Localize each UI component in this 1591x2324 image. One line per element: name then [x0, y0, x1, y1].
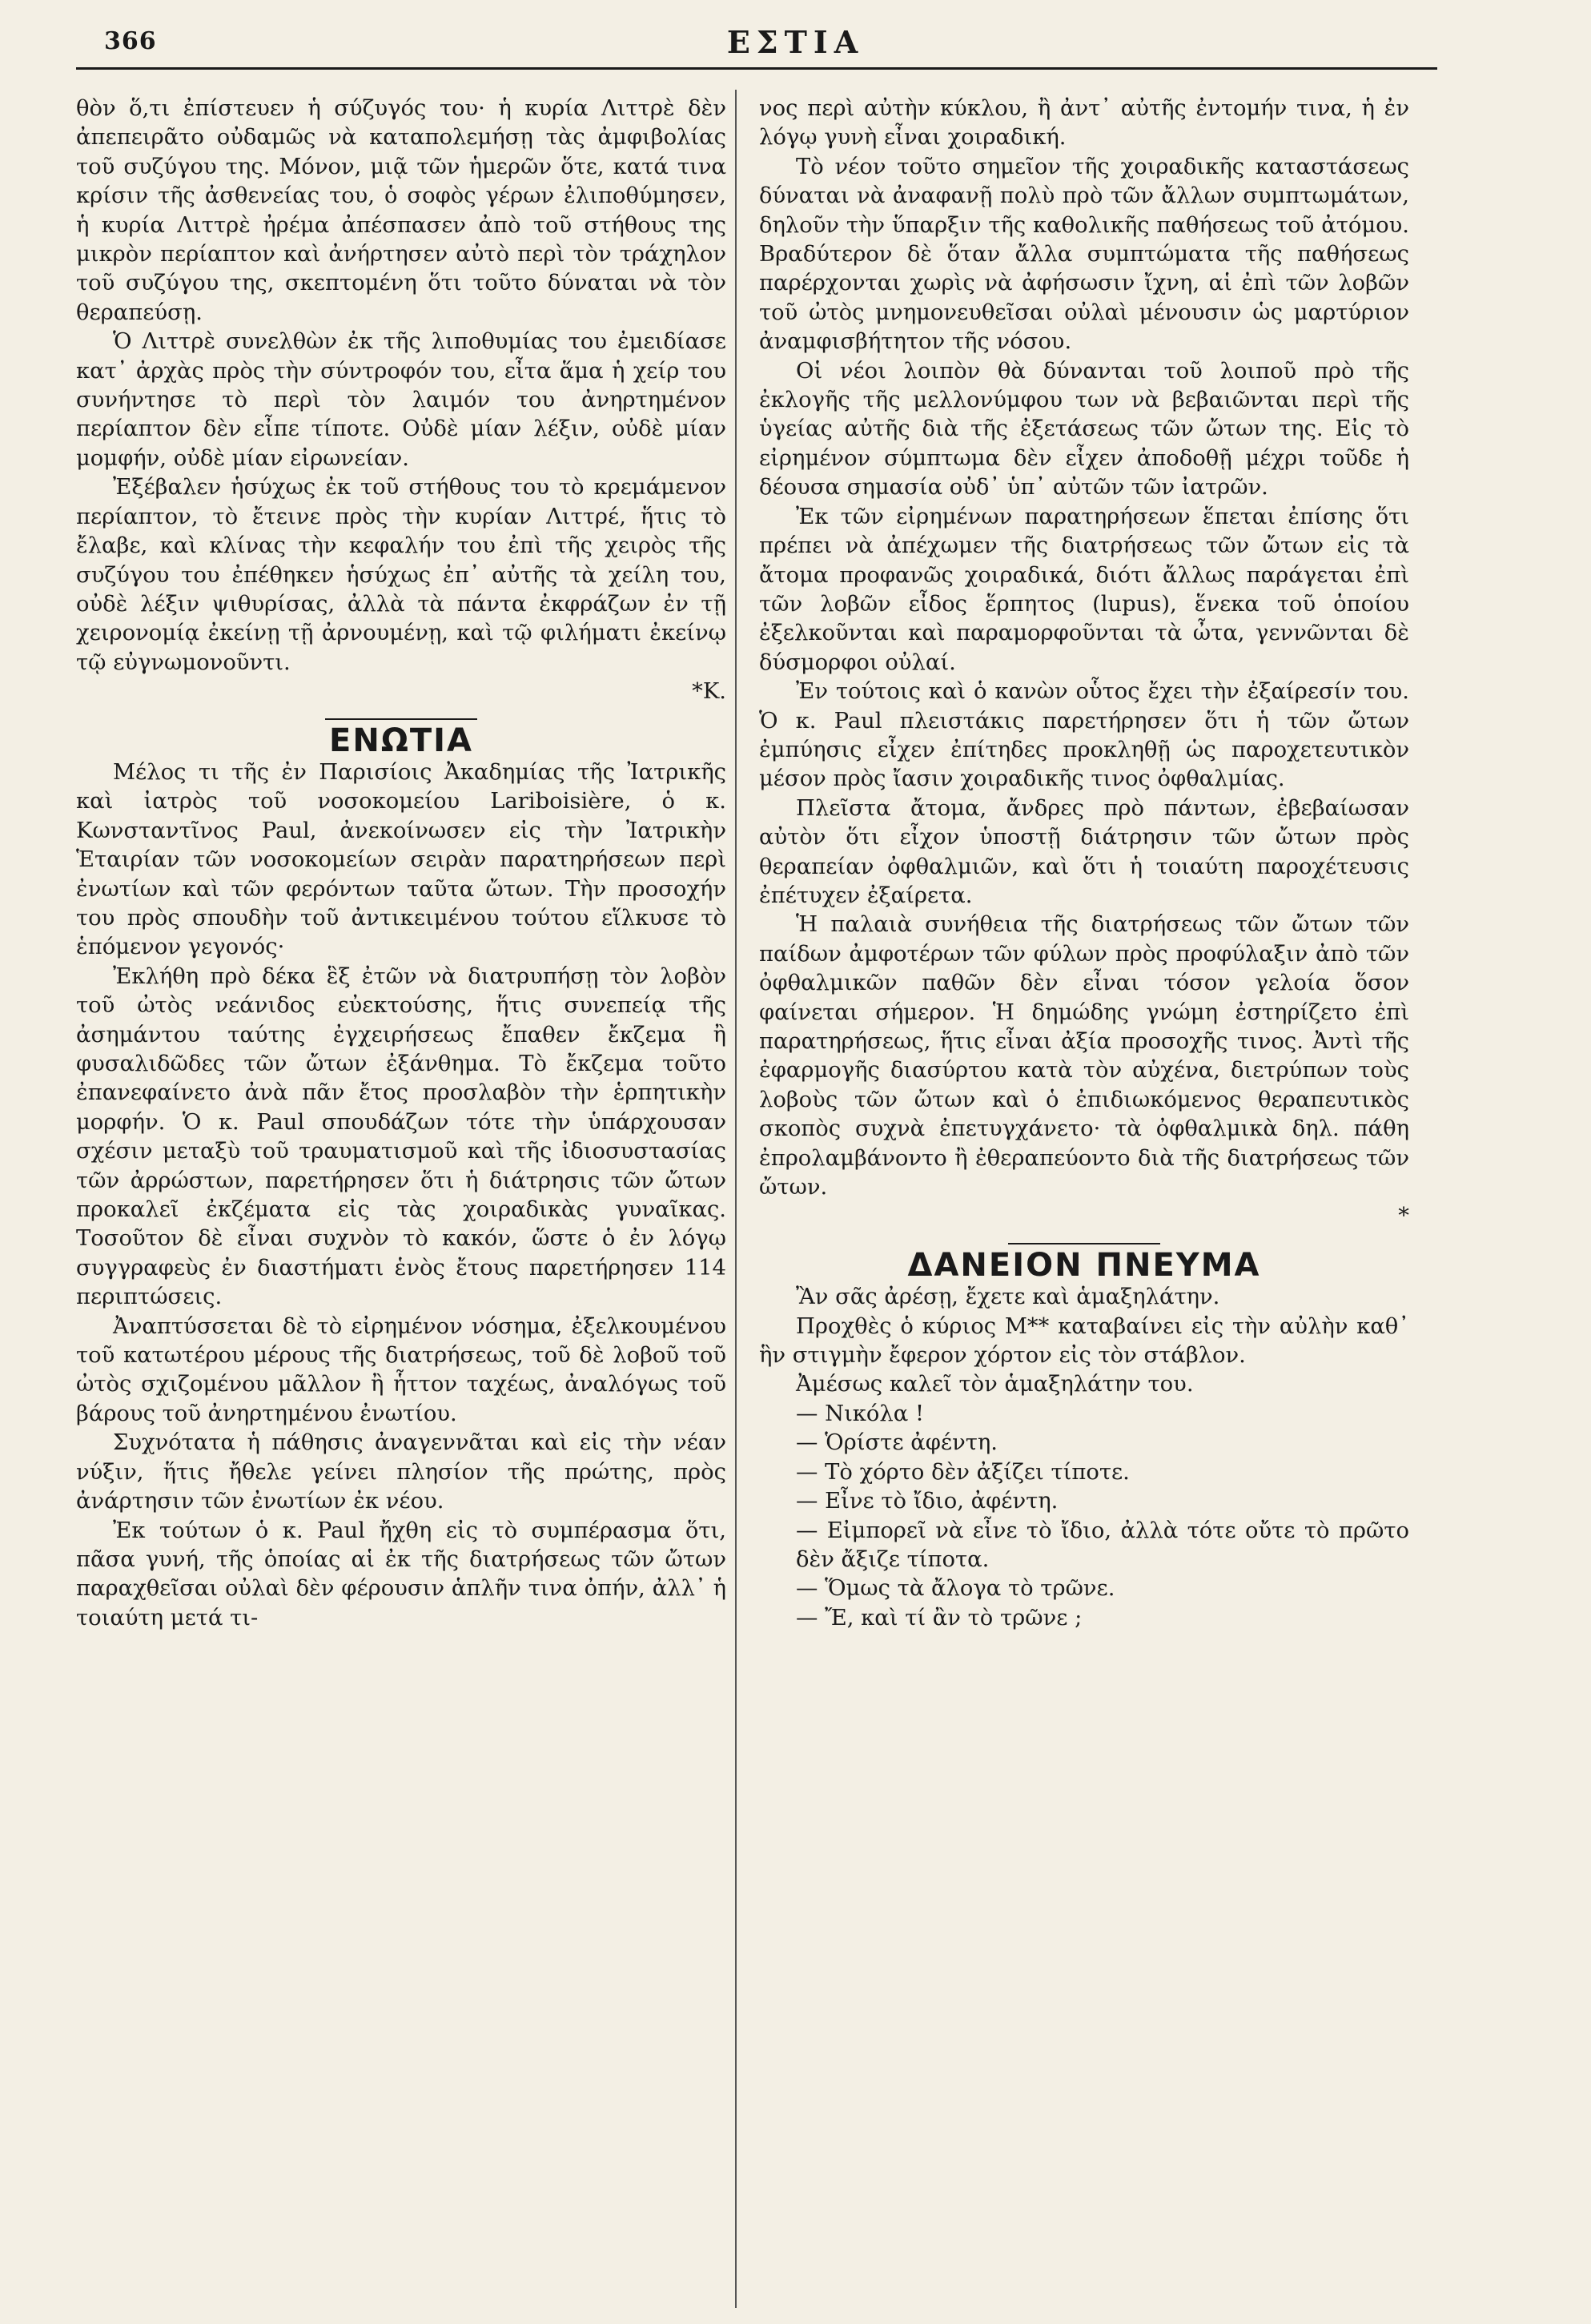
section-separator: [325, 718, 477, 720]
dialogue: [759, 1370, 1409, 1633]
paragraph: Ἐκλήθη πρὸ δέκα ἓξ ἐτῶν νὰ διατρυπήσῃ τὸν λοβὸν τοῦ ὠτὸς νεάνιδος εὐεκτούσης, ἥτις συνεπείᾳ τῆς ἀσημάντου ταύτης ἐγχειρήσεως ἔπαθεν ἔκζεμα ἢ φυσαλιδῶδες τῶν ὤτων ἐξάνθημα. Τὸ ἔκζεμα τοῦτο ἐπανεφαίνετο ἀνὰ πᾶν ἔτος προσλαβὸν τὴν ἑρπητικὴν μορφήν. Ὁ κ. Paul σπουδάζων τότε τὴν ὑπάρχουσαν σχέσιν μεταξὺ τοῦ τραυματισμοῦ καὶ τῆς ἰδιοσυστασίας τῶν ἀρρώστων, παρετήρησεν ὅτι ἡ διάτρησις τῶν ὤτων προκαλεῖ ἐκζέματα εἰς τὰς χοιραδικὰς γυναῖκας. Τοσοῦτον δὲ εἶναι συχνὸν τὸ κακόν, ὥστε ὁ ἐν λόγῳ συγγραφεὺς ἐν διαστήματι ἑνὸς ἔτους παρετήρησεν 114 περιπτώσεις.: [76, 963, 726, 1310]
dialogue-line: — Ὅμως τὰ ἄλογα τὸ τρῶνε.: [796, 1576, 1115, 1602]
dialogue-line: — Εἰμπορεῖ νὰ εἶνε τὸ ἴδιο, ἀλλὰ τότε οὔτε τὸ πρῶτο δὲν ἄξιζε τίποτα.: [796, 1518, 1409, 1572]
paragraph: Οἱ νέοι λοιπὸν θὰ δύνανται τοῦ λοιποῦ πρὸ τῆς ἐκλογῆς τῆς μελλονύμφου των νὰ βεβαιῶνται περὶ τῆς ὑγείας αὐτῆς διὰ τῆς ἐξετάσεως τῶν ὤτων της. Εἰς τὸ εἰρημένον σύμπτωμα δὲν εἶχεν ἀποδοθῇ μέχρι τοῦδε ἡ δέουσα σημασία οὐδ᾽ ὑπ᾽ αὐτῶν τῶν ἰατρῶν.: [759, 358, 1409, 501]
section-title-daneion-pneuma: ΔΑΝΕΙΟΝ ΠΝΕΥΜΑ: [907, 1246, 1261, 1284]
paragraph: νος περὶ αὐτὴν κύκλου, ἢ ἀντ᾽ αὐτῆς ἐντομήν τινα, ἡ ἐν λόγῳ γυνὴ εἶναι χοιραδική.: [759, 96, 1409, 151]
paragraph: Ἡ παλαιὰ συνήθεια τῆς διατρήσεως τῶν ὤτων τῶν παίδων ἀμφοτέρων τῶν φύλων πρὸς προφύλαξιν ἀπὸ τῶν ὀφθαλμικῶν παθῶν δὲν εἶναι τόσον γελοία ὅσον φαίνεται σήμερον. Ἡ δημώδης γνώμη ἐστηρίζετο ἐπὶ παρατηρήσεως, ἥτις εἶναι ἀξία προσοχῆς τινος. Ἀντὶ τῆς ἐφαρμογῆς διασύρτου κατὰ τὸν αὐχένα, διετρύπων τοὺς λοβοὺς τῶν ὤτων καὶ ὁ ἐπιδιωκόμενος θεραπευτικὸς σκοπὸς συχνὰ ἐπετυγχάνετο· τὰ ὀφθαλμικὰ δηλ. πάθη ἐπρολαμβάνοντο ἢ ἐθεραπεύοντο διὰ τῆς διατρήσεως τῶν ὤτων.: [759, 912, 1409, 1200]
dialogue-line: — Εἶνε τὸ ἴδιο, ἀφέντη.: [796, 1489, 1059, 1514]
paragraph: Τὸ νέον τοῦτο σημεῖον τῆς χοιραδικῆς καταστάσεως δύναται νὰ ἀναφανῇ πολὺ πρὸ τῶν ἄλλων συμπτωμάτων, δηλοῦν τὴν ὕπαρξιν τῆς καθολικῆς παθήσεως τοῦ ἀτόμου. Βραδύτερον δὲ ὅταν ἄλλα συμπτώματα τῆς παθήσεως παρέρχονται χωρὶς νὰ ἀφήσωσιν ἴχνη, αἱ ἐπὶ τῶν λοβῶν τοῦ ὠτὸς μνημονευθεῖσαι οὐλαὶ μένουσιν ὡς μαρτύριον ἀναμφισβήτητον τῆς νόσου.: [759, 154, 1409, 355]
paragraph: Ἐξέβαλεν ἡσύχως ἐκ τοῦ στήθους του τὸ κρεμάμενον περίαπτον, τὸ ἔτεινε πρὸς τὴν κυρίαν Λιττρέ, ἥτις τὸ ἔλαβε, καὶ κλίνας τὴν κεφαλήν του ἐπὶ τῆς χειρὸς τῆς συζύγου του ἐπέθηκεν ἡσύχως ἐπ᾽ αὐτῆς τὰ χείλη του, οὐδὲ λέξιν ψιθυρίσας, ἀλλὰ τὰ πάντα ἐκφράζων ἐν τῇ χειρονομίᾳ ἐκείνῃ τῇ ἀρνουμένῃ, καὶ τῷ φιλήματι ἐκείνῳ τῷ εὐγνωμονοῦντι.: [76, 475, 726, 675]
dialogue-line: — Ἔ, καὶ τί ἂν τὸ τρῶνε ;: [796, 1605, 1083, 1630]
paragraph: Ἀναπτύσσεται δὲ τὸ εἰρημένον νόσημα, ἐξελκουμένου τοῦ κατωτέρου μέρους τῆς διατρήσεως, τοῦ δὲ λοβοῦ τοῦ ὠτὸς σχιζομένου μᾶλλον ἢ ἧττον ταχέως, ἀναλόγως τοῦ βάρους τοῦ ἀνηρτημένου ἐνωτίου.: [76, 1313, 726, 1426]
paragraph: Πλεῖστα ἄτομα, ἄνδρες πρὸ πάντων, ἐβεβαίωσαν αὐτὸν ὅτι εἶχον ὑποστῇ διάτρησιν τῶν ὤτων πρὸς θεραπείαν ὀφθαλμιῶν, καὶ ὅτι ἡ τοιαύτη παροχέτευσις ἐπέτυχεν ἐξαίρετα.: [759, 795, 1409, 908]
running-title: ΕΣΤΙΑ: [726, 24, 865, 60]
paragraph: Ἐκ τούτων ὁ κ. Paul ἤχθη εἰς τὸ συμπέρασμα ὅτι, πᾶσα γυνή, τῆς ὁποίας αἱ ἐκ τῆς διατρήσεως τῶν ὤτων παραχθεῖσαι οὐλαὶ δὲν φέρουσιν ἁπλῆν τινα ὀπήν, ἀλλ᾽ ἡ τοιαύτη μετά τι-: [76, 1518, 726, 1630]
page-number: 366: [104, 27, 157, 55]
dialogue-line: — Τὸ χόρτο δὲν ἀξίζει τίποτε.: [796, 1459, 1130, 1485]
dialogue-line: — Ὁρίστε ἀφέντη.: [796, 1430, 998, 1456]
left-column: [76, 94, 726, 1633]
section-title-enotia: ΕΝΩΤΙΑ: [329, 722, 473, 759]
paragraph: Συχνότατα ἡ πάθησις ἀναγεννᾶται καὶ εἰς τὴν νέαν νύξιν, ἥτις ἤθελε γείνει πλησίον τῆς πρώτης, πρὸς ἀνάρτησιν τῶν ἐνωτίων ἐκ νέου.: [76, 1430, 726, 1514]
author-signature: *Κ.: [692, 679, 726, 705]
epigraph: Ἂν σᾶς ἀρέσῃ, ἔχετε καὶ ἁμαξηλάτην.: [796, 1285, 1220, 1310]
dialogue-line: — Νικόλα !: [796, 1401, 924, 1426]
paragraph: Ἐν τούτοις καὶ ὁ κανὼν οὗτος ἔχει τὴν ἐξαίρεσίν του. Ὁ κ. Paul πλειστάκις παρετήρησεν ὅτι ἡ τῶν ὤτων ἐμπύησις εἶχεν ἐπίτηδες προκληθῇ ὡς παροχετευτικὸν μέσον πρὸς ἴασιν χοιραδικῆς τινος ὀφθαλμίας.: [759, 679, 1409, 792]
paragraph: Ὁ Λιττρὲ συνελθὼν ἐκ τῆς λιποθυμίας του ἐμειδίασε κατ᾽ ἀρχὰς πρὸς τὴν σύντροφόν του, εἶτα ἅμα ἡ χείρ του συνήντησε τὸ περὶ τὸν λαιμόν του ἀνηρτημένον περίαπτον δὲν εἶπε τίποτε. Οὐδὲ μίαν λέξιν, οὐδὲ μίαν μομφήν, οὐδὲ μίαν εἰρωνείαν.: [76, 329, 726, 471]
paragraph: Ἐκ τῶν εἰρημένων παρατηρήσεων ἕπεται ἐπίσης ὅτι πρέπει νὰ ἀπέχωμεν τῆς διατρήσεως τῶν ὤτων εἰς τὰ ἄτομα προφανῶς χοιραδικά, διότι ἄλλως παράγεται ἐπὶ τῶν λοβῶν εἶδος ἕρπητος (lupus), ἕνεκα τοῦ ὁποίου ἐξελκοῦνται καὶ παραμορφοῦνται τὰ ὦτα, γεννῶνται δὲ δύσμορφοι οὐλαί.: [759, 504, 1409, 675]
paragraph: Μέλος τι τῆς ἐν Παρισίοις Ἀκαδημίας τῆς Ἰατρικῆς καὶ ἰατρὸς τοῦ νοσοκομείου Lariboisière, ὁ κ. Κωνσταντῖνος Paul, ἀνεκοίνωσεν εἰς τὴν Ἰατρικὴν Ἑταιρίαν τῶν νοσοκομείων σειρὰν παρατηρήσεων περὶ ἐνωτίων καὶ τῶν φερόντων ταῦτα ὤτων. Τὴν προσοχήν του πρὸς σπουδὴν τοῦ ἀντικειμένου τούτου εἵλκυσε τὸ ἑπόμενον γεγονός·: [76, 759, 726, 960]
column-divider: [735, 90, 737, 2308]
end-mark: *: [1398, 1204, 1409, 1229]
paragraph: Προχθὲς ὁ κύριος Μ** καταβαίνει εἰς τὴν αὐλὴν καθ᾽ ἣν στιγμὴν ἔφερον χόρτον εἰς τὸν στάβλον.: [759, 1313, 1409, 1369]
header-rule: [76, 67, 1437, 70]
dialogue-line: Ἀμέσως καλεῖ τὸν ἁμαξηλάτην του.: [796, 1372, 1194, 1397]
right-column: [759, 94, 1409, 1633]
section-separator: [1008, 1243, 1160, 1244]
paragraph: θὸν ὅ,τι ἐπίστευεν ἡ σύζυγός του· ἡ κυρία Λιττρὲ δὲν ἀπεπειρᾶτο οὐδαμῶς νὰ καταπολεμήσῃ τὰς ἀμφιβολίας τοῦ συζύγου της. Μόνον, μιᾷ τῶν ἡμερῶν ὅτε, κατά τινα κρίσιν τῆς ἀσθενείας του, ὁ σοφὸς γέρων ἐλιποθύμησεν, ἡ κυρία Λιττρὲ ἠρέμα ἀπέσπασεν ἀπὸ τοῦ στήθους της μικρὸν περίαπτον καὶ ἀνήρτησεν αὐτὸ περὶ τὸν τράχηλον τοῦ συζύγου της, σκεπτομένη ὅτι τοῦτο δύναται νὰ τὸν θεραπεύσῃ.: [76, 96, 726, 325]
